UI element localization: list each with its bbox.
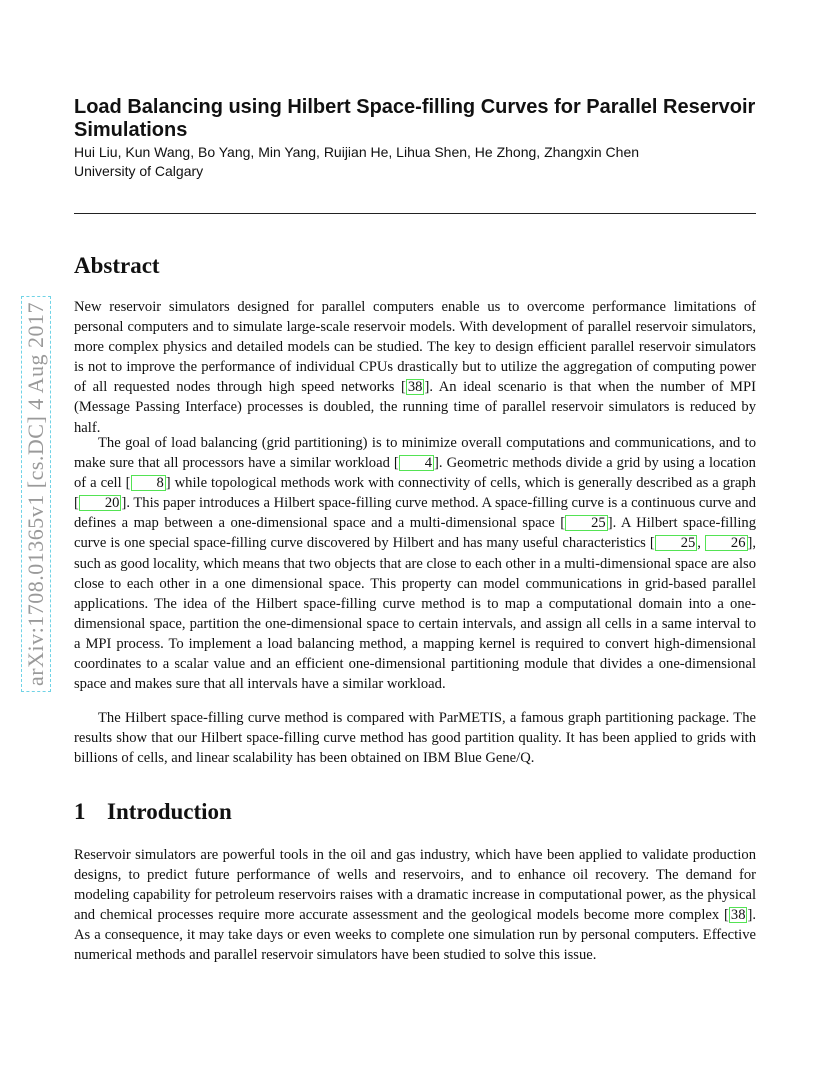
citation-link[interactable]: 20 bbox=[79, 495, 122, 511]
citation-link[interactable]: 38 bbox=[730, 907, 746, 924]
abstract-p2-text-b: ]. Geometric methods divide a grid by using a location of a cell [ bbox=[74, 455, 756, 492]
abstract-p2-text-a: The goal of load balancing (grid partitioning) is to minimize overall computations and communications, and to make sure that all processors have a similar workload [ bbox=[74, 435, 756, 472]
intro-paragraph bbox=[74, 845, 756, 966]
intro-text-a: Reservoir simulators are powerful tools in the oil and gas industry, which have been applied to validate production designs, to predict future performance of wells and reservoirs, and to enhance oil recovery. The demand for modeling capability for petroleum reservoirs raises with a dramatic increase in computational power, as the physical and chemical processes require more accurate assessment and the geological models become more complex [ bbox=[74, 847, 756, 924]
section-number: 1 bbox=[74, 799, 86, 824]
abstract-p2-text-e: ]. A Hilbert space-filling curve is one special space-filling curve discovered by Hilbert and has many useful characteristics [ bbox=[74, 515, 756, 552]
citation-link[interactable]: 38 bbox=[407, 379, 423, 396]
author-list: Hui Liu, Kun Wang, Bo Yang, Min Yang, Ruijian He, Lihua Shen, He Zhong, Zhangxin Chen bbox=[74, 144, 640, 160]
abstract-paragraph-3: The Hilbert space-filling curve method is compared with ParMETIS, a famous graph partitioning package. The results show that our Hilbert space-filling curve method has good partition quality. It has been applied to grids with billions of cells, and linear scalability has been obtained on IBM Blue Gene/Q. bbox=[74, 710, 756, 767]
abstract-p2-text-c: ] while topological methods work with connectivity of cells, which is generally described as a graph [ bbox=[74, 475, 756, 512]
abstract-paragraph-2 bbox=[74, 433, 756, 694]
intro-text-b: ]. As a consequence, it may take days or even weeks to complete one simulation run by personal computers. Effective numerical methods and parallel reservoir simulators have been studied to solve this issue. bbox=[74, 907, 756, 964]
abstract-heading: Abstract bbox=[74, 253, 160, 278]
affiliation: University of Calgary bbox=[74, 163, 204, 179]
citation-link[interactable]: 25 bbox=[565, 515, 608, 531]
abstract-p1-text-a: New reservoir simulators designed for parallel computers enable us to overcome performance limitations of personal computers and to simulate large-scale reservoir models. With development of parallel reservoir simulators, more complex physics and detailed models can be studied. The key to design efficient parallel reservoir simulators is not to improve the performance of individual CPUs drastically but to utilize the aggregation of computing power of all requested nodes through high speed networks [ bbox=[74, 299, 756, 396]
paper-title: Load Balancing using Hilbert Space-filling Curves for Parallel Reservoir Simulations bbox=[74, 96, 756, 141]
intro-heading bbox=[74, 799, 232, 825]
citation-link[interactable]: 4 bbox=[399, 455, 434, 471]
citation-link[interactable]: 8 bbox=[131, 475, 166, 491]
arxiv-stamp[interactable]: arXiv:1708.01365v1 [cs.DC] 4 Aug 2017 bbox=[21, 296, 51, 692]
title-divider bbox=[74, 213, 756, 214]
abstract-p1-text-b: ]. An ideal scenario is that when the number of MPI (Message Passing Interface) processes is doubled, the running time of parallel reservoir simulators is reduced by half. bbox=[74, 379, 757, 436]
citation-link[interactable]: 26 bbox=[705, 535, 748, 551]
citation-link[interactable]: 25 bbox=[655, 535, 698, 551]
citation-separator: , bbox=[697, 535, 705, 552]
abstract-p2-text-d: ]. This paper introduces a Hilbert space-filling curve method. A space-filling curve is a continuous curve and defines a map between a one-dimensional space and a multi-dimensional space [ bbox=[74, 495, 756, 532]
abstract-p2-text-f: ], such as good locality, which means that two objects that are close to each other in a multi-dimensional space are also close to each other in a one dimensional space. This property can model communications in grid-based parallel applications. The idea of the Hilbert space-filling curve method is to map a computational domain into a one-dimensional space, partition the one-dimensional space to certain intervals, and assign all cells in a same interval to a MPI process. To implement a load balancing method, a mapping kernel is required to convert high-dimensional coordinates to a scalar value and an efficient one-dimensional partitioning module that divides a one-dimensional space and makes sure that all intervals have a similar workload. bbox=[74, 535, 757, 693]
abstract-paragraph-1 bbox=[74, 297, 756, 438]
section-title: Introduction bbox=[107, 799, 232, 824]
